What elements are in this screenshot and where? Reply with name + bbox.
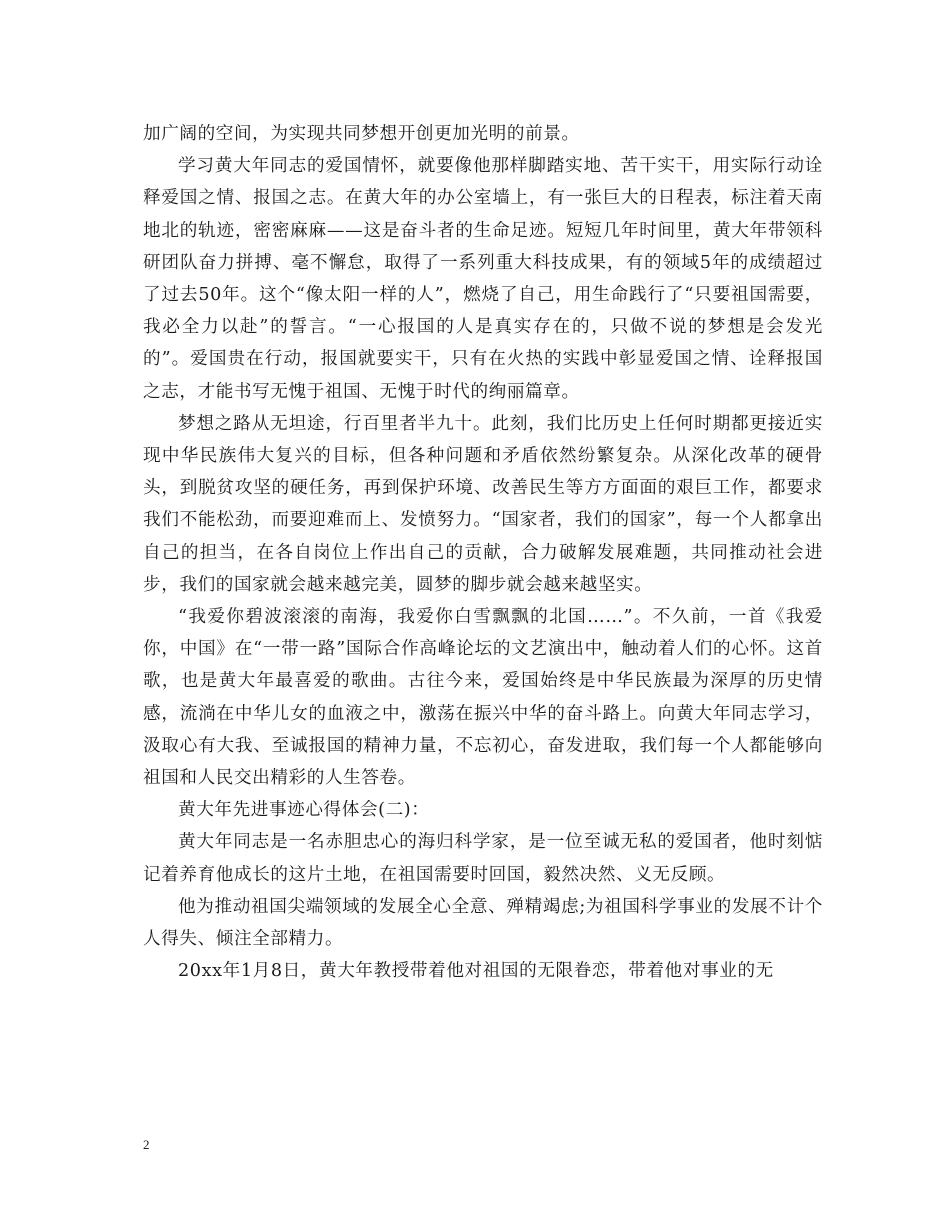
paragraph-5: 黄大年同志是一名赤胆忠心的海归科学家，是一位至诚无私的爱国者，他时刻惦记着养育他成长的这片土地，在祖国需要时回国，毅然决然、义无反顾。 (143, 832, 823, 885)
paragraph-2: 学习黄大年同志的爱国情怀，就要像他那样脚踏实地、苦干实干，用实际行动诠释爱国之情、报国之志。在黄大年的办公室墙上，有一张巨大的日程表，标注着天南地北的轨迹，密密麻麻——这是奋斗者的生命足迹。短短几年时间里，黄大年带领科研团队奋力拼搏、毫不懈怠，取得了一系列重大科技成果，有的领域5年的成绩超过了过去50年。这个“像太阳一样的人”，燃烧了自己，用生命践行了“只要祖国需要，我必全力以赴”的誓言。“一心报国的人是真实存在的，只做不说的梦想是会发光的”。爱国贵在行动，报国就要实干，只有在火热的实践中彰显爱国之情、诠释报国之志，才能书写无愧于祖国、无愧于时代的绚丽篇章。 (143, 156, 823, 402)
paragraph-1: 加广阔的空间，为实现共同梦想开创更加光明的前景。 (143, 124, 580, 144)
section-heading: 黄大年先进事迹心得体会(二)： (178, 800, 430, 821)
paragraph-3: 梦想之路从无坦途，行百里者半九十。此刻，我们比历史上任何时期都更接近实现中华民族伟大复兴的目标，但各种问题和矛盾依然纷繁复杂。从深化改革的硬骨头，到脱贫攻坚的硬任务，再到保护环境、改善民生等方方面面的艰巨工作，都要求我们不能松劲，而要迎难而上、发愤努力。“国家者，我们的国家”，每一个人都拿出自己的担当，在各自岗位上作出自己的贡献，合力破解发展难题，共同推动社会进步，我们的国家就会越来越完美，圆梦的脚步就会越来越坚实。 (143, 413, 823, 595)
document-body (143, 118, 823, 987)
page-number: 2 (143, 1137, 150, 1152)
paragraph-6: 他为推动祖国尖端领域的发展全心全意、殚精竭虑;为祖国科学事业的发展不计个人得失、倾注全部精力。 (143, 896, 823, 950)
paragraph-4: “我爱你碧波滚滚的南海，我爱你白雪飘飘的北国……”。不久前，一首《我爱你，中国》在“一带一路”国际合作高峰论坛的文艺演出中，触动着人们的心怀。这首歌，也是黄大年最喜爱的歌曲。古往今来，爱国始终是中华民族最为深厚的历史情感，流淌在中华儿女的血液之中，激荡在振兴中华的奋斗路上。向黄大年同志学习，汲取心有大我、至诚报国的精神力量，不忘初心，奋发进取，我们每一个人都能够向祖国和人民交出精彩的人生答卷。 (143, 607, 823, 789)
paragraph-7: 20xx年1月8日，黄大年教授带着他对祖国的无限眷恋，带着他对事业的无 (178, 961, 774, 982)
